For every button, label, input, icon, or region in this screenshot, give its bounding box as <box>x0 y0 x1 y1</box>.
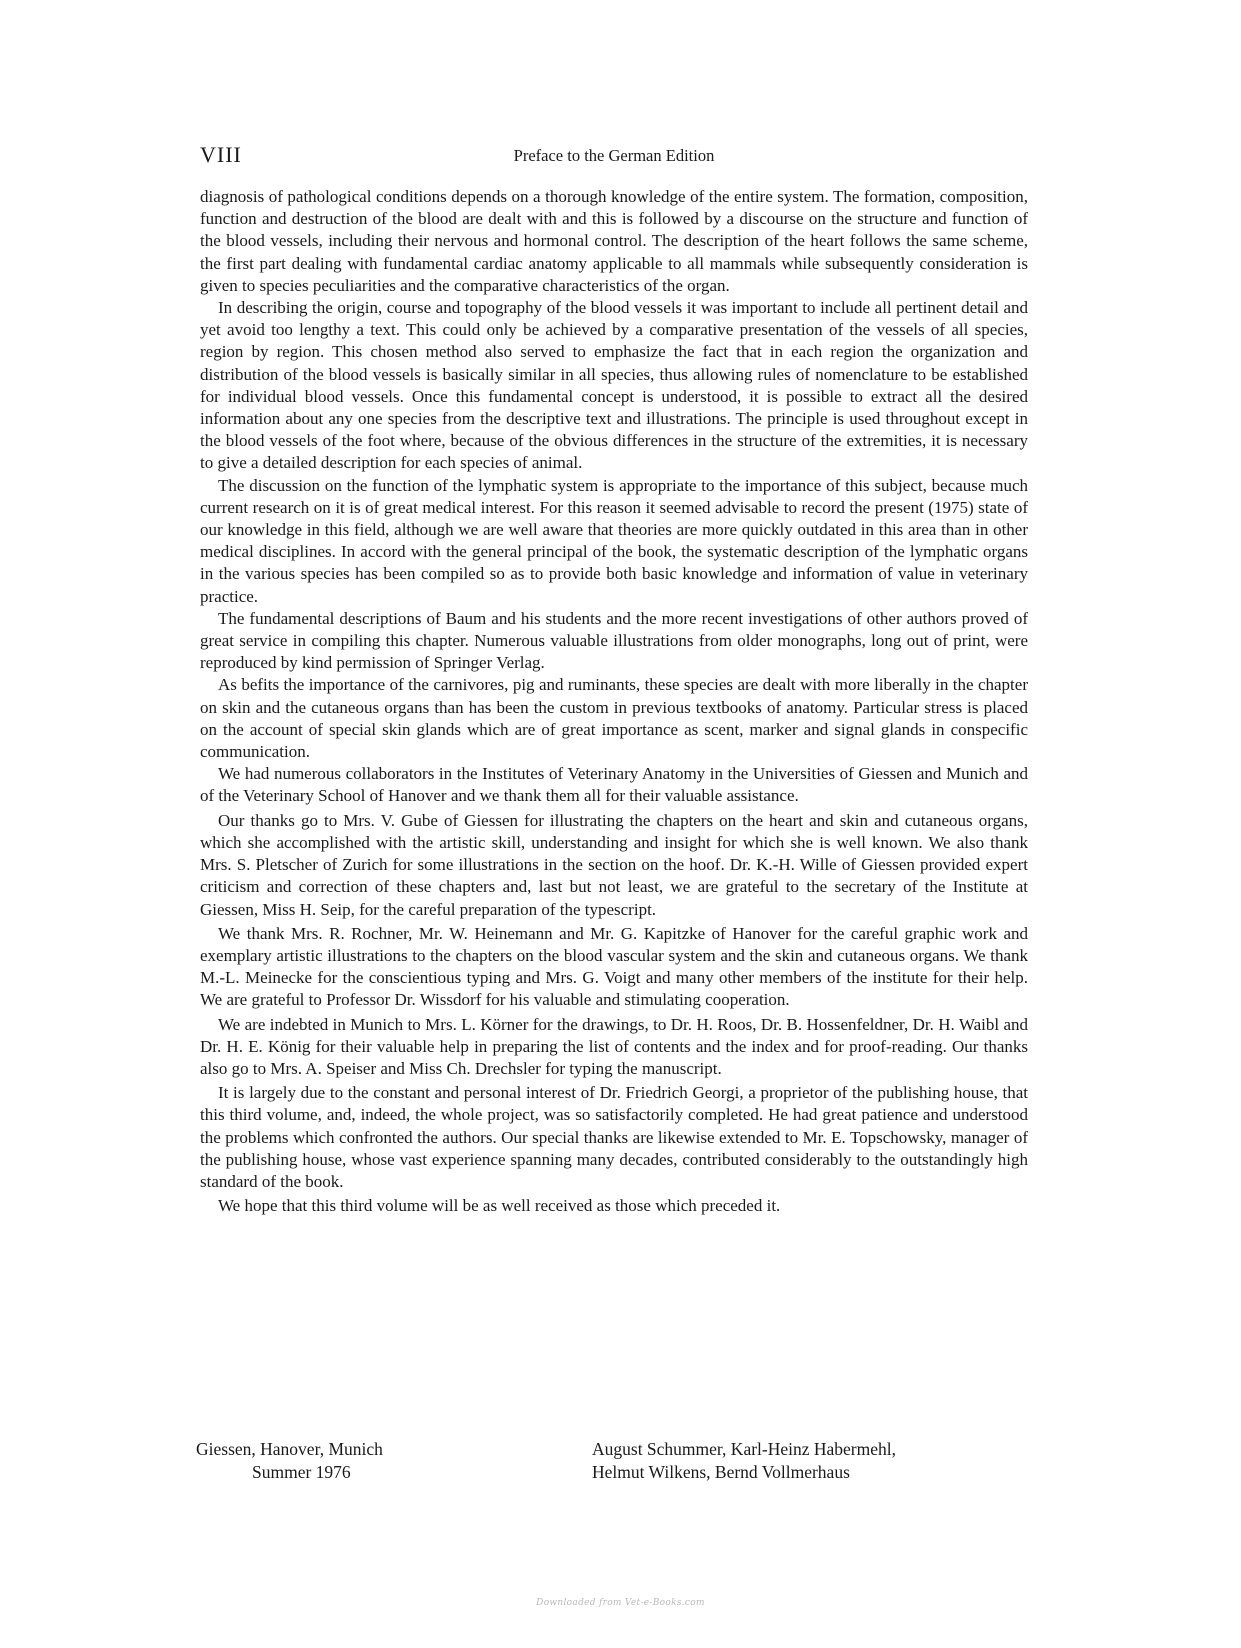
running-title: Preface to the German Edition <box>513 146 715 165</box>
signature-date: Summer 1976 <box>252 1462 351 1482</box>
paragraph: In describing the origin, course and topography of the blood vessels it was important to include all pertinent detail and yet avoid too lengthy a text. This could only be achieved by a comparative presentation of the vessels of all species, region by region. This chosen method also served to emphasize the fact that in each region the organization and distribution of the blood vessels is basically similar in all species, thus allowing rules of nomenclature to be established for individual blood vessels. Once this fundamental concept is understood, it is possible to extract all the desired information about any one species from the descriptive text and illustrations. The principle is used throughout except in the blood vessels of the foot where, because of the obvious differences in the structure of the extremities, it is necessary to give a detailed description for each species of animal. <box>200 298 1028 473</box>
paragraph: diagnosis of pathological conditions depends on a thorough knowledge of the entire system. The formation, composition, function and destruction of the blood are dealt with and this is followed by a discourse on the structure and function of the blood vessels, including their nervous and hormonal control. The description of the heart follows the same scheme, the first part dealing with fundamental cardiac anatomy applicable to all mammals while subsequently consideration is given to species peculiarities and the comparative characteristics of the organ. <box>200 187 1028 295</box>
paragraph: We had numerous collaborators in the Institutes of Veterinary Anatomy in the Universities of Giessen and Munich and of the Veterinary School of Hanover and we thank them all for their valuable assistance. <box>200 764 1028 806</box>
page-header <box>200 142 1028 172</box>
paragraph: It is largely due to the constant and personal interest of Dr. Friedrich Georgi, a proprietor of the publishing house, that this third volume, and, indeed, the whole project, was so satisfactorily completed. He had great patience and understood the problems which confronted the authors. Our special thanks are likewise extended to Mr. E. Topschowsky, manager of the publishing house, whose vast experience spanning many decades, contributed considerably to the outstandingly high standard of the book. <box>200 1083 1028 1191</box>
preface-body <box>200 186 1028 1217</box>
paragraph: We thank Mrs. R. Rochner, Mr. W. Heinemann and Mr. G. Kapitzke of Hanover for the careful graphic work and exemplary artistic illustrations to the chapters on the blood vascular system and the skin and cutaneous organs. We thank M.-L. Meinecke for the conscientious typing and Mrs. G. Voigt and many other members of the institute for their help. We are grateful to Professor Dr. Wissdorf for his valuable and stimulating cooperation. <box>200 923 1028 1010</box>
paragraph: We are indebted in Munich to Mrs. L. Körner for the drawings, to Dr. H. Roos, Dr. B. Hossenfeldner, Dr. H. Waibl and Dr. H. E. König for their valuable help in preparing the list of contents and the index and for proof-reading. Our thanks also go to Mrs. A. Speiser and Miss Ch. Drechsler for typing the manuscript. <box>200 1014 1028 1078</box>
download-watermark: Downloaded from Vet-e-Books.com <box>536 1598 705 1608</box>
authors-line: August Schummer, Karl-Heinz Habermehl, <box>592 1439 897 1459</box>
paragraph: The fundamental descriptions of Baum and his students and the more recent investigations of other authors proved of great service in compiling this chapter. Numerous valuable illustrations from older monographs, long out of print, were reproduced by kind permission of Springer Verlag. <box>200 608 1028 673</box>
page-number: VIII <box>200 142 242 167</box>
paragraph: Our thanks go to Mrs. V. Gube of Giessen for illustrating the chapters on the heart and skin and cutaneous organs, which she accomplished with the artistic skill, understanding and insight for which she is well known. We also thank Mrs. S. Pletscher of Zurich for some illustrations in the section on the hoof. Dr. K.-H. Wille of Giessen provided expert criticism and correction of these chapters and, last but not least, we are grateful to the secretary of the Institute at Giessen, Miss H. Seip, for the careful preparation of the typescript. <box>200 810 1028 919</box>
signature-place-date <box>196 1438 456 1484</box>
authors-line: Helmut Wilkens, Bernd Vollmerhaus <box>592 1462 850 1482</box>
signature-place: Giessen, Hanover, Munich <box>196 1439 383 1459</box>
paragraph: The discussion on the function of the lymphatic system is appropriate to the importance of this subject, because much current research on it is of great medical interest. For this reason it seemed advisable to record the present (1975) state of our knowledge in this field, although we are well aware that theories are more quickly outdated in this area than in other medical disciplines. In accord with the general principal of the book, the systematic description of the lymphatic organs in the various species has been compiled so as to provide both basic knowledge and information of value in veterinary practice. <box>200 475 1028 606</box>
paragraph: As befits the importance of the carnivores, pig and ruminants, these species are dealt with more liberally in the chapter on skin and the cutaneous organs than has been the custom in previous textbooks of anatomy. Particular stress is placed on the account of special skin glands which are of great importance as scent, marker and signal glands in conspecific communication. <box>200 675 1028 762</box>
paragraph: We hope that this third volume will be as well received as those which preceded it. <box>218 1196 781 1216</box>
signature-authors <box>592 1438 1032 1484</box>
